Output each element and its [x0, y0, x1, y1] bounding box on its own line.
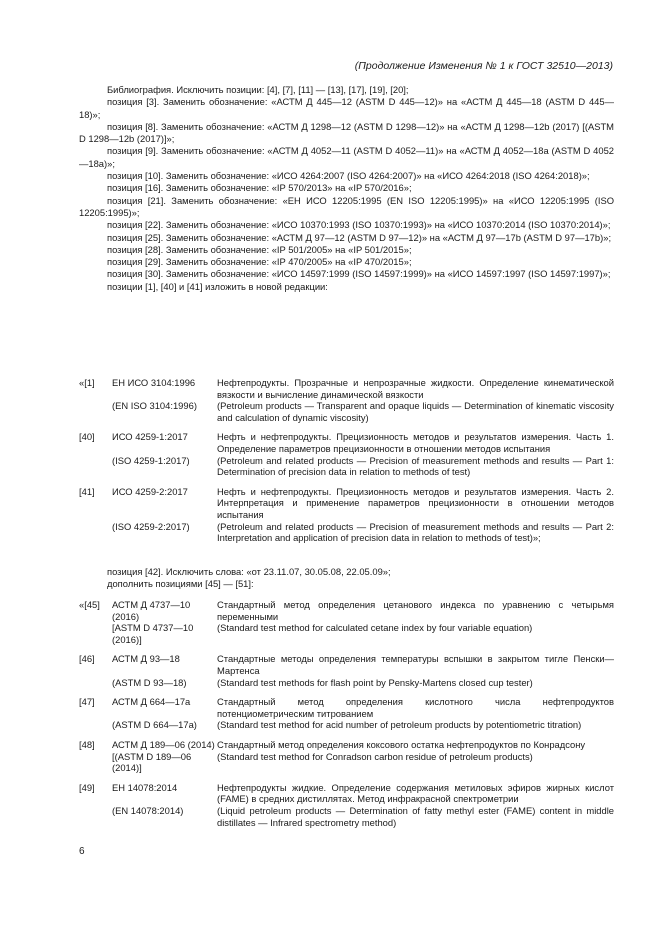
reference-entry	[79, 486, 614, 544]
paragraph: позиция [28]. Заменить обозначение: «IP 501/2005» на «IP 501/2015»;	[107, 243, 412, 255]
reference-entry	[79, 696, 614, 731]
reference-number: [40]	[79, 431, 95, 443]
reference-code-en: (ISO 4259-1:2017)	[112, 454, 190, 466]
reference-code-en: (ASTM D 93—18)	[112, 676, 187, 688]
reference-code: АСТМ Д 189—06 (2014)	[112, 738, 215, 750]
reference-title-ru: Нефть и нефтепродукты. Прецизионность методов и результатов измерения. Часть 1. Определение параметров прецизионности в отношении методов испытания	[217, 431, 614, 454]
reference-code: ЕН 14078:2014	[112, 781, 178, 793]
paragraph: дополнить позициями [45] — [51]:	[107, 578, 254, 590]
reference-title-ru: Стандартный метод определения цетанового индекса по уравнению с четырьмя переменными	[217, 599, 614, 622]
reference-entry	[79, 599, 614, 645]
reference-list-added	[79, 599, 614, 836]
reference-number: [49]	[79, 781, 95, 793]
reference-title-en: (Standard test method for acid number of petroleum products by potentiometric titration)	[217, 719, 582, 731]
reference-code: АСТМ Д 93—18	[112, 653, 180, 665]
reference-title-ru: Стандартный метод определения коксового остатка нефтепродуктов по Конрадсону	[217, 738, 586, 750]
amendment-text-continued	[79, 566, 614, 591]
paragraph: позиция [42]. Исключить слова: «от 23.11.07, 30.05.08, 22.05.09»;	[107, 566, 391, 577]
reference-title-ru: Нефть и нефтепродукты. Прецизионность методов и результатов измерения. Часть 2. Интерпретация и применение параметров прецизионности в отношении методов испытания	[217, 485, 614, 520]
reference-code-en: [ASTM D 4737—10 (2016)]	[112, 622, 194, 645]
reference-number: «[1]	[79, 377, 95, 388]
reference-entry	[79, 782, 614, 828]
reference-number: [47]	[79, 696, 95, 708]
paragraph: позиция [29]. Заменить обозначение: «IP 470/2005» на «IP 470/2015»;	[107, 256, 412, 268]
page-number: 6	[79, 846, 85, 857]
reference-title-ru: Стандартные методы определения температуры вспышки в закрытом тигле Пенски—Мартенса	[217, 653, 614, 676]
reference-code: ИСО 4259-2:2017	[112, 485, 188, 497]
reference-number: [46]	[79, 653, 95, 665]
paragraph: позиция [16]. Заменить обозначение: «IP 570/2013» на «IP 570/2016»;	[107, 182, 412, 194]
reference-number: [41]	[79, 485, 95, 497]
page-header: (Продолжение Изменения № 1 к ГОСТ 32510—2013)	[354, 60, 613, 72]
paragraph: позиция [9]. Заменить обозначение: «АСТМ Д 4052—11 (ASTM D 4052—11)» на «АСТМ Д 4052—18a (ASTM D 4052—18a)»;	[79, 145, 614, 169]
reference-code-en: [(ASTM D 189—06 (2014)]	[112, 750, 192, 774]
reference-title-en: (Standard test methods for flash point by Pensky-Martens closed cup tester)	[217, 676, 533, 688]
reference-title-ru: Стандартный метод определения кислотного числа нефтепродуктов потенциометрическим титрованием	[217, 696, 614, 719]
reference-title-en: (Standard test method for Conradson carbon residue of petroleum products)	[217, 750, 533, 762]
paragraph: позиция [3]. Заменить обозначение: «АСТМ Д 445—12 (ASTM D 445—12)» на «АСТМ Д 445—18 (ASTM D 445—18)»;	[79, 96, 614, 120]
reference-code: ЕН ИСО 3104:1996	[112, 377, 196, 388]
reference-entry	[79, 431, 614, 477]
reference-title-en: (Standard test method for calculated cetane index by four variable equation)	[217, 622, 533, 634]
reference-title-en: (Petroleum products — Transparent and opaque liquids — Determination of kinematic viscosity and calculation of dynamic viscosity)	[217, 400, 614, 423]
paragraph: позиция [30]. Заменить обозначение: «ИСО 14597:1999 (ISO 14597:1999)» на «ИСО 14597:1997 (ISO 14597:1997)»;	[107, 268, 611, 280]
reference-title-en: (Liquid petroleum products — Determination of fatty methyl ester (FAME) content in middle distillates — Infrared spectrometry method)	[217, 804, 614, 828]
amendment-text	[79, 84, 614, 293]
reference-list-revised	[79, 377, 614, 552]
paragraph: позиция [21]. Заменить обозначение: «ЕН ИСО 12205:1995 (EN ISO 12205:1995)» на «ИСО 12205:1995 (ISO 12205:1995)»;	[79, 194, 614, 218]
reference-title-ru: Нефтепродукты жидкие. Определение содержания метиловых эфиров жирных кислот (FAME) в средних дистиллятах. Метод инфракрасной спектрометрии	[217, 781, 614, 805]
reference-entry	[79, 377, 614, 423]
reference-entry	[79, 653, 614, 688]
reference-code-en: (ASTM D 664—17a)	[112, 719, 197, 731]
paragraph: позиции [1], [40] и [41] изложить в новой редакции:	[107, 280, 328, 292]
paragraph: позиция [8]. Заменить обозначение: «АСТМ Д 1298—12 (ASTM D 1298—12)» на «АСТМ Д 1298—12b (2017) [(ASTM D 1298—12b (2017)]»;	[79, 120, 614, 145]
reference-code-en: (EN ISO 3104:1996)	[112, 400, 197, 412]
reference-title-ru: Нефтепродукты. Прозрачные и непрозрачные жидкости. Определение кинематической вязкости и вычисление динамической вязкости	[217, 377, 614, 400]
reference-number: «[45]	[79, 599, 100, 610]
reference-code: ИСО 4259-1:2017	[112, 431, 188, 443]
paragraph: позиция [10]. Заменить обозначение: «ИСО 4264:2007 (ISO 4264:2007)» на «ИСО 4264:2018 (ISO 4264:2018)»;	[107, 170, 590, 182]
paragraph: Библиография. Исключить позиции: [4], [7], [11] — [13], [17], [19], [20];	[107, 84, 409, 95]
reference-code-en: (ISO 4259-2:2017)	[112, 520, 190, 532]
reference-title-en: (Petroleum and related products — Precision of measurement methods and results — Part 1: Determination of precision data in relation to methods of test)	[217, 454, 614, 478]
paragraph: позиция [22]. Заменить обозначение: «ИСО 10370:1993 (ISO 10370:1993)» на «ИСО 10370:2014 (ISO 10370:2014)»;	[107, 219, 611, 231]
reference-entry	[79, 739, 614, 774]
paragraph: позиция [25]. Заменить обозначение: «АСТМ Д 97—12 (ASTM D 97—12)» на «АСТМ Д 97—17b (ASTM D 97—17b)»;	[107, 231, 612, 243]
reference-title-en: (Petroleum and related products — Precision of measurement methods and results — Part 2: Interpretation and application of precision data in relation to methods of test)»;	[217, 520, 614, 544]
reference-code-en: (EN 14078:2014)	[112, 804, 184, 816]
reference-number: [48]	[79, 738, 95, 750]
reference-code: АСТМ Д 664—17a	[112, 696, 191, 708]
reference-code: АСТМ Д 4737—10 (2016)	[112, 599, 191, 622]
